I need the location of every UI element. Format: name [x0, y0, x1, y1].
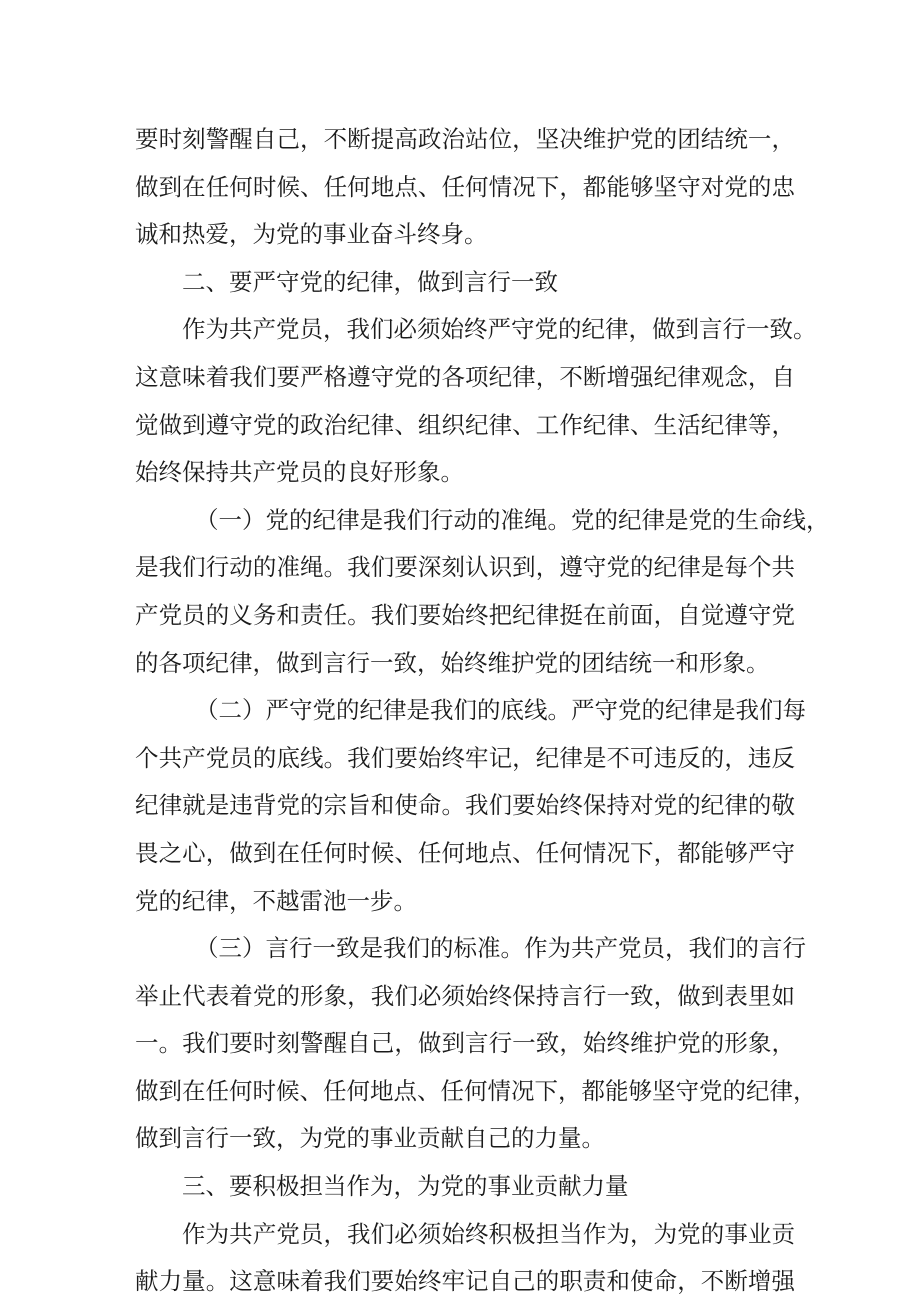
text-line: （三）言行一致是我们的标准。作为共产党员，我们的言行	[195, 934, 806, 963]
text-line: 做到言行一致，为党的事业贡献自己的力量。	[135, 1124, 605, 1153]
text-line: 纪律就是违背党的宗旨和使命。我们要始终保持对党的纪律的敬	[135, 791, 795, 820]
text-line: 个共产党员的底线。我们要始终牢记，纪律是不可违反的，违反	[135, 743, 795, 772]
text-line: 献力量。这意味着我们要始终牢记自己的职责和使命，不断增强	[135, 1267, 795, 1296]
text-line: 产党员的义务和责任。我们要始终把纪律挺在前面，自觉遵守党	[135, 600, 795, 629]
text-line: （一）党的纪律是我们行动的准绳。党的纪律是党的生命线，	[195, 505, 830, 534]
text-line: 始终保持共产党员的良好形象。	[135, 458, 464, 487]
document-body	[135, 116, 830, 1306]
text-line: 的各项纪律，做到言行一致，始终维护党的团结统一和形象。	[135, 648, 770, 677]
text-line: 做到在任何时候、任何地点、任何情况下，都能够坚守对党的忠	[135, 172, 795, 201]
text-line: 做到在任何时候、任何地点、任何情况下，都能够坚守党的纪律，	[135, 1076, 817, 1105]
text-line: 举止代表着党的形象，我们必须始终保持言行一致，做到表里如	[135, 981, 795, 1010]
text-line: 二、要严守党的纪律，做到言行一致	[182, 267, 558, 296]
text-line: 作为共产党员，我们必须始终严守党的纪律，做到言行一致。	[182, 315, 817, 344]
text-line: 觉做到遵守党的政治纪律、组织纪律、工作纪律、生活纪律等，	[135, 410, 795, 439]
text-line: 作为共产党员，我们必须始终积极担当作为，为党的事业贡	[182, 1219, 795, 1248]
text-line: 诚和热爱，为党的事业奋斗终身。	[135, 220, 488, 249]
text-line: 要时刻警醒自己，不断提高政治站位，坚决维护党的团结统一，	[135, 125, 795, 153]
text-line: 三、要积极担当作为，为党的事业贡献力量	[182, 1172, 629, 1201]
text-line: 畏之心，做到在任何时候、任何地点、任何情况下，都能够严守	[135, 838, 795, 867]
text-line: 一。我们要时刻警醒自己，做到言行一致，始终维护党的形象，	[135, 1029, 795, 1058]
text-line: 是我们行动的准绳。我们要深刻认识到，遵守党的纪律是每个共	[135, 553, 795, 582]
text-line: 这意味着我们要严格遵守党的各项纪律，不断增强纪律观念，自	[135, 362, 795, 391]
text-line: （二）严守党的纪律是我们的底线。严守党的纪律是我们每	[195, 696, 806, 725]
text-line: 党的纪律，不越雷池一步。	[135, 886, 417, 915]
